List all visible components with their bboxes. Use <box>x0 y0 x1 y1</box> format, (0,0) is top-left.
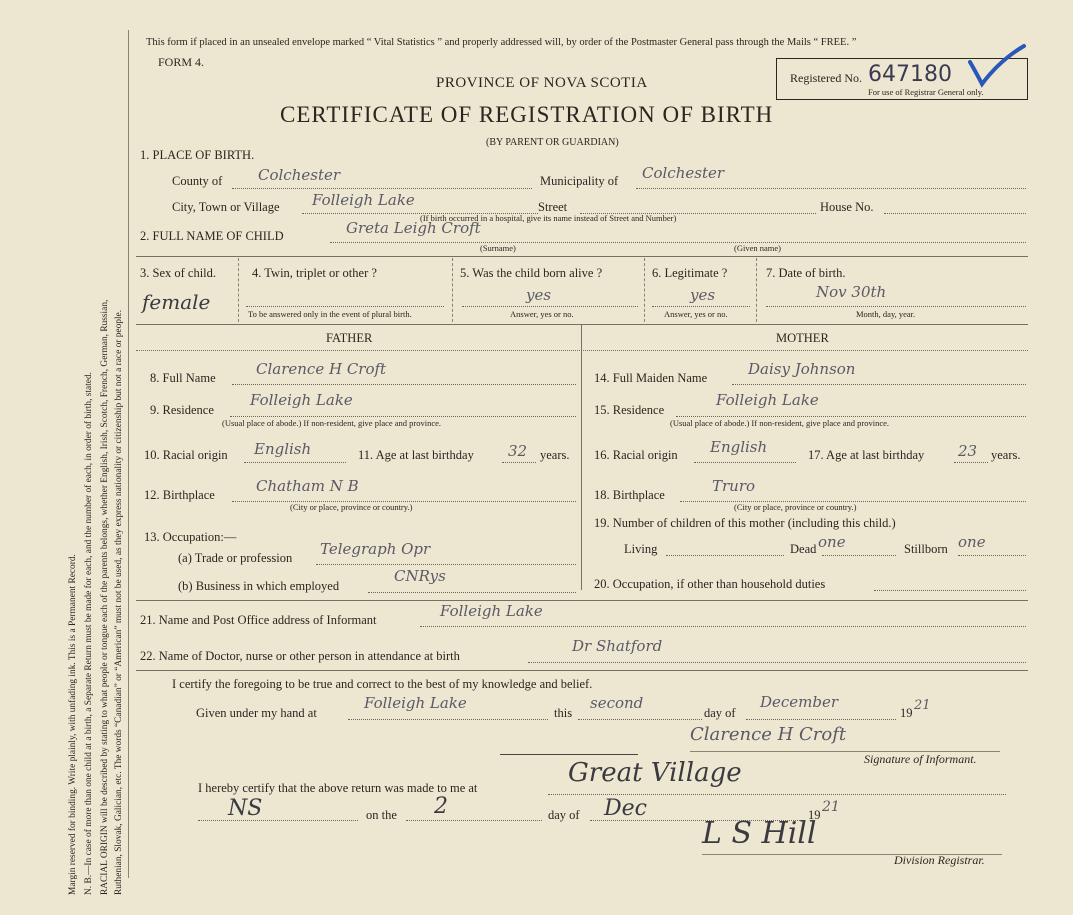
registrar-signature: L S Hill <box>702 816 817 851</box>
registered-note: For use of Registrar General only. <box>868 87 984 97</box>
certify-statement: I certify the foregoing to be true and correct to the best of my knowledge and belief. <box>172 677 593 691</box>
margin-note-3: RACIAL ORIGIN will be described by stating to what people or tongue each of the parents belongs, whether English, Irish, Scotch, French, German, Russian, <box>100 299 110 895</box>
father-age-value: 32 <box>508 442 528 460</box>
form-number: FORM 4. <box>158 55 205 69</box>
sex-value: female <box>142 290 211 314</box>
living-label: Living <box>624 542 658 556</box>
mother-birthplace-value: Truro <box>712 477 756 495</box>
father-age-label: 11. Age at last birthday <box>358 448 474 462</box>
alive-label: 5. Was the child born alive ? <box>460 266 603 280</box>
month-value: December <box>760 693 839 711</box>
city-label: City, Town or Village <box>172 200 280 214</box>
father-res-value: Folleigh Lake <box>250 391 353 409</box>
county-value: Colchester <box>258 166 341 184</box>
registrar-statement: I hereby certify that the above return was made to me at <box>198 781 478 795</box>
year-value: 21 <box>914 698 931 713</box>
mother-birthplace-note: (City or place, province or country.) <box>734 502 857 512</box>
registered-number: 647180 <box>868 62 952 87</box>
father-business-label: (b) Business in which employed <box>178 579 340 593</box>
page-title: CERTIFICATE OF REGISTRATION OF BIRTH <box>280 102 774 127</box>
street-label: Street <box>538 200 568 214</box>
year-prefix: 19 <box>900 706 913 720</box>
dead-label: Dead <box>790 542 817 556</box>
legit-note: Answer, yes or no. <box>664 309 728 319</box>
mother-age-value: 23 <box>958 442 978 460</box>
stillborn-label: Stillborn <box>904 542 948 556</box>
father-name-value: Clarence H Croft <box>256 360 387 378</box>
registrar-day: 2 <box>434 794 448 819</box>
province-heading: PROVINCE OF NOVA SCOTIA <box>436 75 648 91</box>
city-value: Folleigh Lake <box>312 191 415 209</box>
surname-note: (Surname) <box>480 243 516 253</box>
margin-rule <box>128 30 129 878</box>
margin-note-4: Ruthenian, Slovak, Galician, etc. The words “Canadian” or “American” must not be used, as they express nationality or citizenship but not a race or people. <box>114 309 124 895</box>
registrar-province: NS <box>228 796 263 821</box>
stillborn-value: one <box>958 533 986 551</box>
dob-value: Nov 30th <box>816 283 887 301</box>
father-res-label: 9. Residence <box>150 403 214 417</box>
margin-note-1: Margin reserved for binding. Write plainly, with unfading ink. This is a Permanent Record. <box>68 554 78 895</box>
mother-age-label: 17. Age at last birthday <box>808 448 925 462</box>
father-heading: FATHER <box>326 331 373 345</box>
mother-birthplace-label: 18. Birthplace <box>594 488 665 502</box>
informant-label: 21. Name and Post Office address of Informant <box>140 613 377 627</box>
municipality-label: Municipality of <box>540 174 619 188</box>
father-birthplace-label: 12. Birthplace <box>144 488 215 502</box>
registrar-month: Dec <box>604 796 647 821</box>
mother-children-label: 19. Number of children of this mother (including this child.) <box>594 516 896 530</box>
father-business-value: CNRys <box>394 567 446 585</box>
alive-value: yes <box>526 286 552 304</box>
page-subtitle: (BY PARENT OR GUARDIAN) <box>486 137 619 148</box>
registrar-place: Great Village <box>568 758 742 788</box>
doctor-value: Dr Shatford <box>572 637 663 655</box>
doctor-label: 22. Name of Doctor, nurse or other person in attendance at birth <box>140 649 460 663</box>
mother-res-value: Folleigh Lake <box>716 391 819 409</box>
father-name-label: 8. Full Name <box>150 371 216 385</box>
father-race-value: English <box>254 440 312 458</box>
father-race-label: 10. Racial origin <box>144 448 228 462</box>
father-trade-label: (a) Trade or profession <box>178 551 293 565</box>
informant-value: Folleigh Lake <box>440 602 543 620</box>
day-of-label: day of <box>704 706 736 720</box>
municipality-value: Colchester <box>642 164 725 182</box>
mother-race-label: 16. Racial origin <box>594 448 678 462</box>
child-name-label: 2. FULL NAME OF CHILD <box>140 229 284 243</box>
father-birthplace-value: Chatham N B <box>256 477 359 495</box>
hospital-note: (If birth occurred in a hospital, give its name instead of Street and Number) <box>420 213 677 223</box>
registered-label: Registered No. <box>790 71 862 85</box>
county-label: County of <box>172 174 223 188</box>
mother-res-note: (Usual place of abode.) If non-resident, give place and province. <box>670 418 890 428</box>
dob-note: Month, day, year. <box>856 309 916 319</box>
alive-note: Answer, yes or no. <box>510 309 574 319</box>
registrar-label: Division Registrar. <box>894 853 985 867</box>
father-birthplace-note: (City or place, province or country.) <box>290 502 413 512</box>
legit-label: 6. Legitimate ? <box>652 266 728 280</box>
legit-value: yes <box>690 286 716 304</box>
father-occupation-label: 13. Occupation:— <box>144 530 237 544</box>
house-label: House No. <box>820 200 874 214</box>
day-value: second <box>590 694 644 712</box>
mother-occupation-label: 20. Occupation, if other than household duties <box>594 577 826 591</box>
father-res-note: (Usual place of abode.) If non-resident, give place and province. <box>222 418 442 428</box>
registrar-year-value: 21 <box>822 799 840 815</box>
signature-label: Signature of Informant. <box>864 752 977 766</box>
father-years: years. <box>540 448 570 462</box>
father-trade-value: Telegraph Opr <box>320 540 431 558</box>
mother-heading: MOTHER <box>776 331 829 345</box>
registrar-day-of: day of <box>548 808 580 822</box>
mother-name-label: 14. Full Maiden Name <box>594 371 708 385</box>
registrar-year-prefix: 19 <box>808 808 821 822</box>
dead-value: one <box>818 533 846 551</box>
child-name-value: Greta Leigh Croft <box>346 219 481 237</box>
mother-name-value: Daisy Johnson <box>748 360 856 378</box>
given-place: Folleigh Lake <box>364 694 467 712</box>
mother-years: years. <box>991 448 1021 462</box>
check-mark-icon <box>966 42 1028 88</box>
place-heading: 1. PLACE OF BIRTH. <box>140 148 255 162</box>
dob-label: 7. Date of birth. <box>766 266 846 280</box>
sex-label: 3. Sex of child. <box>140 266 217 280</box>
margin-note-2: N. B.—In case of more than one child at a birth, a Separate Return must be made for each, and the number of each, in order of birth, stated. <box>84 372 94 895</box>
twin-label: 4. Twin, triplet or other ? <box>252 266 377 280</box>
on-the-label: on the <box>366 808 397 822</box>
given-label: Given under my hand at <box>196 706 317 720</box>
twin-note: To be answered only in the event of plural birth. <box>248 309 412 319</box>
mother-race-value: English <box>710 438 768 456</box>
this-label: this <box>554 706 573 720</box>
given-name-note: (Given name) <box>734 243 781 253</box>
informant-signature: Clarence H Croft <box>690 724 847 745</box>
mail-notice: This form if placed in an unsealed envelope marked “ Vital Statistics ” and properly addressed will, by order of the Postmaster General pass through the Mails “ FREE. ” <box>146 37 857 48</box>
mother-res-label: 15. Residence <box>594 403 665 417</box>
